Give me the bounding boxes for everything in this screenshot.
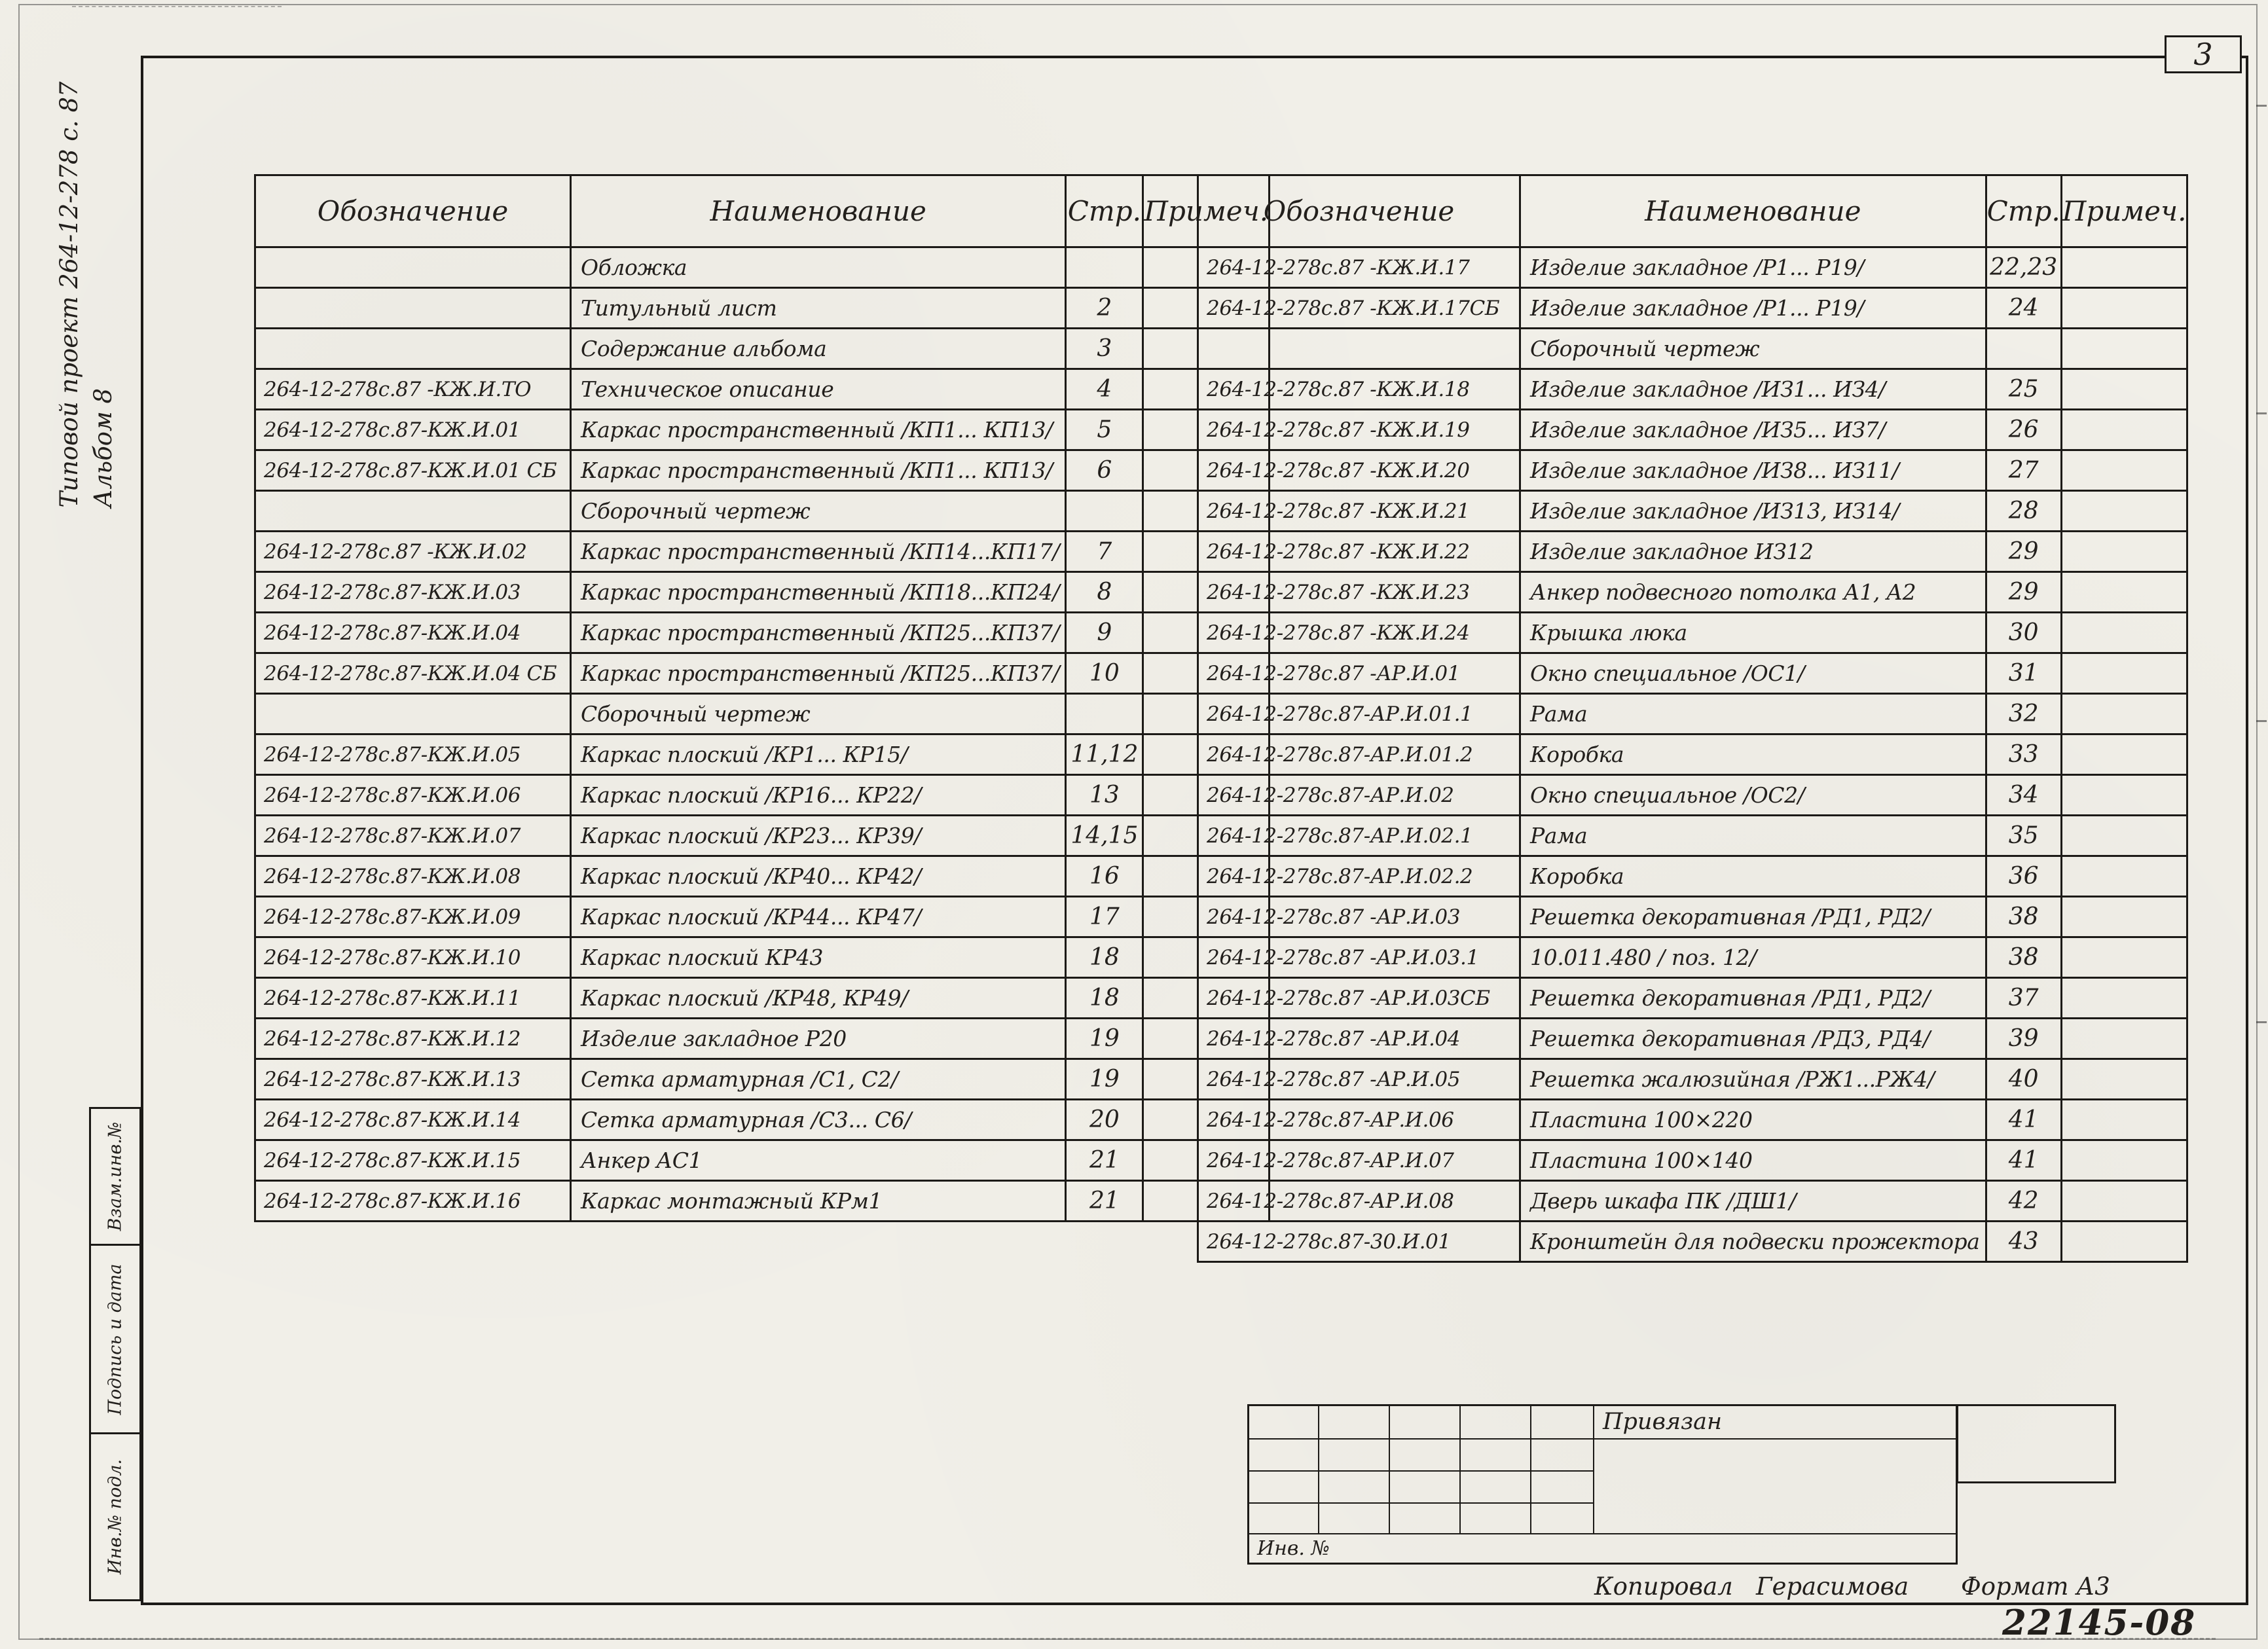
page-cell: 7 <box>1066 532 1143 572</box>
name-cell: Каркас плоский /КР48, КР49/ <box>571 978 1066 1019</box>
stamp-label-vzam-inv: Взам.инв.№ <box>105 1121 126 1231</box>
table-row <box>1198 1181 2187 1222</box>
note-cell <box>2061 1222 2187 1262</box>
table-row <box>255 410 1270 450</box>
table-row <box>1198 288 2187 329</box>
stamp-box-podpis-data <box>89 1244 141 1434</box>
note-cell <box>2061 613 2187 653</box>
page-cell: 21 <box>1066 1140 1143 1181</box>
scan-artifact <box>2256 412 2267 414</box>
stamp-box-vzam-inv <box>89 1107 141 1246</box>
name-cell: Изделие закладное /Р1... Р19/ <box>1520 247 1986 288</box>
table-body-left <box>255 247 1270 1222</box>
page-cell: 42 <box>1986 1181 2061 1222</box>
designation-cell <box>255 288 571 329</box>
designation-cell: 264-12-278с.87-АР.И.08 <box>1198 1181 1520 1222</box>
designation-cell: 264-12-278с.87 -КЖ.И.18 <box>1198 369 1520 410</box>
header-note: Примеч. <box>2061 175 2187 247</box>
page-cell: 40 <box>1986 1059 2061 1100</box>
page-cell: 5 <box>1066 410 1143 450</box>
name-cell: Изделие закладное /ИЗ1... ИЗ4/ <box>1520 369 1986 410</box>
designation-cell: 264-12-278с.87 -КЖ.И.17 <box>1198 247 1520 288</box>
name-cell: Пластина 100×220 <box>1520 1100 1986 1140</box>
name-cell: Окно специальное /ОС1/ <box>1520 653 1986 694</box>
stamp-label-podpis-data: Подпись и дата <box>105 1263 126 1415</box>
side-project-label <box>41 72 132 517</box>
title-block-line <box>1249 1470 1593 1472</box>
name-cell: Сетка арматурная /С1, С2/ <box>571 1059 1066 1100</box>
designation-cell: 264-12-278с.87-КЖ.И.07 <box>255 816 571 856</box>
table-row <box>1198 734 2187 775</box>
scan-artifact <box>2256 720 2267 722</box>
table-row <box>1198 491 2187 532</box>
designation-cell: 264-12-278с.87-КЖ.И.08 <box>255 856 571 897</box>
designation-cell: 264-12-278с.87-АР.И.02.2 <box>1198 856 1520 897</box>
designation-cell: 264-12-278с.87 -АР.И.01 <box>1198 653 1520 694</box>
name-cell: Коробка <box>1520 734 1986 775</box>
table-row <box>1198 410 2187 450</box>
designation-cell: 264-12-278с.87 -КЖ.И.20 <box>1198 450 1520 491</box>
page-cell: 18 <box>1066 937 1143 978</box>
header-page: Стр. <box>1986 175 2061 247</box>
name-cell: Каркас пространственный /КП18...КП24/ <box>571 572 1066 613</box>
designation-cell: 264-12-278с.87 -КЖ.И.02 <box>255 532 571 572</box>
designation-cell <box>255 491 571 532</box>
name-cell: Изделие закладное Р20 <box>571 1019 1066 1059</box>
document-number: 22145-08 <box>2002 1603 2197 1643</box>
note-cell <box>2061 897 2187 937</box>
designation-cell: 264-12-278с.87-30.И.01 <box>1198 1222 1520 1262</box>
name-cell: Анкер подвесного потолка А1, А2 <box>1520 572 1986 613</box>
designation-cell: 264-12-278с.87-КЖ.И.11 <box>255 978 571 1019</box>
designation-cell: 264-12-278с.87 -АР.И.03СБ <box>1198 978 1520 1019</box>
copied-by-label: Копировал Герасимова <box>1594 1572 1909 1601</box>
page-cell <box>1066 491 1143 532</box>
page-cell <box>1066 247 1143 288</box>
table-row <box>1198 613 2187 653</box>
page-cell: 27 <box>1986 450 2061 491</box>
page-cell: 31 <box>1986 653 2061 694</box>
title-block-line <box>1249 1533 1956 1534</box>
table-row <box>255 369 1270 410</box>
table-row <box>255 572 1270 613</box>
table-row <box>255 247 1270 288</box>
scan-artifact <box>72 6 282 7</box>
header-name: Наименование <box>571 175 1066 247</box>
designation-cell <box>255 694 571 734</box>
table-row <box>1198 775 2187 816</box>
name-cell: Каркас плоский /КР16... КР22/ <box>571 775 1066 816</box>
designation-cell: 264-12-278с.87 -КЖ.И.19 <box>1198 410 1520 450</box>
name-cell: Сетка арматурная /С3... С6/ <box>571 1100 1066 1140</box>
page-cell: 39 <box>1986 1019 2061 1059</box>
sheet-number-box <box>2165 35 2242 73</box>
page-cell: 8 <box>1066 572 1143 613</box>
table-row <box>255 1019 1270 1059</box>
table-row <box>1198 1222 2187 1262</box>
designation-cell: 264-12-278с.87-КЖ.И.05 <box>255 734 571 775</box>
table-header <box>1198 175 2187 247</box>
page-cell: 41 <box>1986 1100 2061 1140</box>
page-cell: 10 <box>1066 653 1143 694</box>
page-cell: 2 <box>1066 288 1143 329</box>
table-row <box>255 613 1270 653</box>
page-cell: 26 <box>1986 410 2061 450</box>
note-cell <box>2061 734 2187 775</box>
page-cell <box>1066 694 1143 734</box>
page-cell: 38 <box>1986 937 2061 978</box>
table-row <box>1198 450 2187 491</box>
designation-cell: 264-12-278с.87-АР.И.02.1 <box>1198 816 1520 856</box>
table-header-row <box>255 175 1270 247</box>
name-cell: Рама <box>1520 816 1986 856</box>
designation-cell: 264-12-278с.87 -КЖ.И.22 <box>1198 532 1520 572</box>
name-cell: Изделие закладное /ИЗ5... ИЗ7/ <box>1520 410 1986 450</box>
header-page: Стр. <box>1066 175 1143 247</box>
page-cell: 21 <box>1066 1181 1143 1222</box>
note-cell <box>2061 978 2187 1019</box>
note-cell <box>2061 1019 2187 1059</box>
name-cell: Пластина 100×140 <box>1520 1140 1986 1181</box>
page-cell: 30 <box>1986 613 2061 653</box>
table-row <box>1198 369 2187 410</box>
project-series-label: Типовой проект 264-12-278 с. 87 <box>55 81 84 508</box>
note-cell <box>2061 369 2187 410</box>
page-cell: 36 <box>1986 856 2061 897</box>
designation-cell: 264-12-278с.87-КЖ.И.01 СБ <box>255 450 571 491</box>
note-cell <box>2061 491 2187 532</box>
name-cell: Титульный лист <box>571 288 1066 329</box>
table-row <box>255 897 1270 937</box>
name-cell: Крышка люка <box>1520 613 1986 653</box>
name-cell: Решетка декоративная /РД3, РД4/ <box>1520 1019 1986 1059</box>
table-row <box>255 1140 1270 1181</box>
page-cell: 32 <box>1986 694 2061 734</box>
name-cell: Анкер АС1 <box>571 1140 1066 1181</box>
designation-cell: 264-12-278с.87-АР.И.01.1 <box>1198 694 1520 734</box>
note-cell <box>2061 532 2187 572</box>
designation-cell: 264-12-278с.87 -КЖ.И.23 <box>1198 572 1520 613</box>
page-cell: 17 <box>1066 897 1143 937</box>
table-row <box>1198 1100 2187 1140</box>
stamp-label-inv-podl: Инв.№ подл. <box>105 1459 126 1575</box>
name-cell: Изделие закладное /ИЗ8... ИЗ11/ <box>1520 450 1986 491</box>
header-name: Наименование <box>1520 175 1986 247</box>
name-cell: Изделие закладное ИЗ12 <box>1520 532 1986 572</box>
table-row <box>1198 856 2187 897</box>
title-block-line <box>1593 1406 1594 1533</box>
designation-cell: 264-12-278с.87 -КЖ.И.21 <box>1198 491 1520 532</box>
note-cell <box>2061 572 2187 613</box>
table-row <box>1198 653 2187 694</box>
table-row <box>1198 897 2187 937</box>
note-cell <box>2061 694 2187 734</box>
designation-cell: 264-12-278с.87-АР.И.06 <box>1198 1100 1520 1140</box>
name-cell: Каркас плоский /КР44... КР47/ <box>571 897 1066 937</box>
name-cell: Изделие закладное /ИЗ13, ИЗ14/ <box>1520 491 1986 532</box>
designation-cell: 264-12-278с.87 -АР.И.05 <box>1198 1059 1520 1100</box>
designation-cell: 264-12-278с.87-КЖ.И.10 <box>255 937 571 978</box>
note-cell <box>2061 247 2187 288</box>
table-row <box>255 532 1270 572</box>
page-cell: 11,12 <box>1066 734 1143 775</box>
table-header-row <box>1198 175 2187 247</box>
titleblock-note: Привязан <box>1603 1409 1723 1435</box>
page-cell: 34 <box>1986 775 2061 816</box>
note-cell <box>2061 1181 2187 1222</box>
header-designation: Обозначение <box>1198 175 1520 247</box>
table-row <box>1198 572 2187 613</box>
designation-cell: 264-12-278с.87-КЖ.И.06 <box>255 775 571 816</box>
table-row <box>255 734 1270 775</box>
name-cell: Дверь шкафа ПК /ДШ1/ <box>1520 1181 1986 1222</box>
name-cell: Техническое описание <box>571 369 1066 410</box>
note-cell <box>2061 410 2187 450</box>
table-row <box>1198 247 2187 288</box>
page-cell: 41 <box>1986 1140 2061 1181</box>
name-cell: Решетка декоративная /РД1, РД2/ <box>1520 897 1986 937</box>
table-row <box>255 937 1270 978</box>
page-cell: 14,15 <box>1066 816 1143 856</box>
page-cell: 19 <box>1066 1059 1143 1100</box>
designation-cell: 264-12-278с.87 -КЖ.И.ТО <box>255 369 571 410</box>
designation-cell: 264-12-278с.87-КЖ.И.13 <box>255 1059 571 1100</box>
name-cell: Каркас пространственный /КП1... КП13/ <box>571 450 1066 491</box>
table-row <box>1198 978 2187 1019</box>
designation-cell: 264-12-278с.87-КЖ.И.04 СБ <box>255 653 571 694</box>
name-cell: Каркас пространственный /КП1... КП13/ <box>571 410 1066 450</box>
name-cell: Коробка <box>1520 856 1986 897</box>
designation-cell: 264-12-278с.87-АР.И.07 <box>1198 1140 1520 1181</box>
designation-cell: 264-12-278с.87 -АР.И.04 <box>1198 1019 1520 1059</box>
title-block-line <box>1389 1406 1390 1533</box>
name-cell: Сборочный чертеж <box>571 491 1066 532</box>
stamp-box-inv-podl <box>89 1432 141 1601</box>
name-cell: Каркас плоский /КР23... КР39/ <box>571 816 1066 856</box>
table-row <box>255 653 1270 694</box>
note-cell <box>2061 816 2187 856</box>
table-row <box>1198 1059 2187 1100</box>
page-cell: 29 <box>1986 572 2061 613</box>
title-block-side-box <box>1956 1404 2116 1483</box>
page-cell: 35 <box>1986 816 2061 856</box>
note-cell <box>2061 856 2187 897</box>
designation-cell: 264-12-278с.87-КЖ.И.15 <box>255 1140 571 1181</box>
designation-cell: 264-12-278с.87 -АР.И.03.1 <box>1198 937 1520 978</box>
table-row <box>255 816 1270 856</box>
table-row <box>1198 1140 2187 1181</box>
name-cell: Решетка жалюзийная /РЖ1...РЖ4/ <box>1520 1059 1986 1100</box>
table-row <box>1198 816 2187 856</box>
designation-cell: 264-12-278с.87-АР.И.02 <box>1198 775 1520 816</box>
designation-cell: 264-12-278с.87-КЖ.И.14 <box>255 1100 571 1140</box>
table-row <box>255 329 1270 369</box>
name-cell: 10.011.480 / поз. 12/ <box>1520 937 1986 978</box>
name-cell: Каркас плоский КР43 <box>571 937 1066 978</box>
table-row <box>255 1181 1270 1222</box>
page-cell: 6 <box>1066 450 1143 491</box>
table-row <box>1198 1019 2187 1059</box>
note-cell <box>2061 288 2187 329</box>
designation-cell: 264-12-278с.87-КЖ.И.04 <box>255 613 571 653</box>
contents-table-right <box>1197 174 2188 1263</box>
table-header <box>255 175 1270 247</box>
name-cell: Каркас пространственный /КП25...КП37/ <box>571 653 1066 694</box>
table-row <box>255 491 1270 532</box>
page-cell: 22,23 <box>1986 247 2061 288</box>
title-block <box>1247 1404 1958 1565</box>
header-designation: Обозначение <box>255 175 571 247</box>
note-cell <box>2061 450 2187 491</box>
designation-cell: 264-12-278с.87 -КЖ.И.24 <box>1198 613 1520 653</box>
note-cell <box>2061 1100 2187 1140</box>
page-cell: 19 <box>1066 1019 1143 1059</box>
name-cell: Содержание альбома <box>571 329 1066 369</box>
designation-cell: 264-12-278с.87-КЖ.И.03 <box>255 572 571 613</box>
name-cell: Каркас плоский /КР40... КР42/ <box>571 856 1066 897</box>
title-block-line <box>1318 1406 1319 1533</box>
name-cell: Кронштейн для подвески прожектора <box>1520 1222 1986 1262</box>
table-row <box>255 288 1270 329</box>
page-cell: 20 <box>1066 1100 1143 1140</box>
sheet-number: 3 <box>2193 37 2213 72</box>
note-cell <box>2061 937 2187 978</box>
album-label: Альбом 8 <box>89 388 117 508</box>
page-cell: 33 <box>1986 734 2061 775</box>
table-row <box>255 1059 1270 1100</box>
page-cell: 16 <box>1066 856 1143 897</box>
name-cell: Окно специальное /ОС2/ <box>1520 775 1986 816</box>
designation-cell: 264-12-278с.87-КЖ.И.09 <box>255 897 571 937</box>
left-stamp-column <box>89 1109 141 1601</box>
note-cell <box>2061 775 2187 816</box>
page-cell: 24 <box>1986 288 2061 329</box>
table-row <box>255 694 1270 734</box>
designation-cell: 264-12-278с.87 -КЖ.И.17СБ <box>1198 288 1520 329</box>
name-cell: Сборочный чертеж <box>571 694 1066 734</box>
page-cell: 4 <box>1066 369 1143 410</box>
table-row <box>255 1100 1270 1140</box>
name-cell: Каркас плоский /КР1... КР15/ <box>571 734 1066 775</box>
page-cell: 13 <box>1066 775 1143 816</box>
page-cell: 43 <box>1986 1222 2061 1262</box>
table-row <box>1198 532 2187 572</box>
name-cell: Сборочный чертеж <box>1520 329 1986 369</box>
page-cell: 18 <box>1066 978 1143 1019</box>
header-note: Примеч. <box>1143 175 1270 247</box>
designation-cell: 264-12-278с.87 -АР.И.03 <box>1198 897 1520 937</box>
table-row <box>1198 937 2187 978</box>
designation-cell: 264-12-278с.87-КЖ.И.16 <box>255 1181 571 1222</box>
table-row <box>255 978 1270 1019</box>
page-cell: 37 <box>1986 978 2061 1019</box>
name-cell: Обложка <box>571 247 1066 288</box>
page-cell: 38 <box>1986 897 2061 937</box>
name-cell: Изделие закладное /Р1... Р19/ <box>1520 288 1986 329</box>
page-cell: 3 <box>1066 329 1143 369</box>
page-cell: 9 <box>1066 613 1143 653</box>
title-block-line <box>1459 1406 1461 1533</box>
name-cell: Рама <box>1520 694 1986 734</box>
contents-table-left <box>254 174 1270 1222</box>
table-row <box>1198 694 2187 734</box>
note-cell <box>2061 1140 2187 1181</box>
designation-cell <box>255 247 571 288</box>
page-cell: 29 <box>1986 532 2061 572</box>
scan-artifact <box>2256 105 2267 107</box>
page-cell <box>1986 329 2061 369</box>
name-cell: Каркас монтажный КРм1 <box>571 1181 1066 1222</box>
table-row <box>1198 329 2187 369</box>
title-block-line <box>1530 1406 1531 1533</box>
page-cell: 28 <box>1986 491 2061 532</box>
table-row <box>255 856 1270 897</box>
designation-cell: 264-12-278с.87-АР.И.01.2 <box>1198 734 1520 775</box>
title-block-line <box>1249 1502 1593 1504</box>
name-cell: Каркас пространственный /КП25...КП37/ <box>571 613 1066 653</box>
designation-cell <box>255 329 571 369</box>
titleblock-inv-label: Инв. № <box>1257 1537 1330 1560</box>
table-row <box>255 450 1270 491</box>
note-cell <box>2061 1059 2187 1100</box>
name-cell: Решетка декоративная /РД1, РД2/ <box>1520 978 1986 1019</box>
table-body-right <box>1198 247 2187 1262</box>
name-cell: Каркас пространственный /КП14...КП17/ <box>571 532 1066 572</box>
designation-cell: 264-12-278с.87-КЖ.И.12 <box>255 1019 571 1059</box>
page-cell: 25 <box>1986 369 2061 410</box>
designation-cell <box>1198 329 1520 369</box>
note-cell <box>2061 653 2187 694</box>
scan-artifact <box>2256 1021 2267 1023</box>
designation-cell: 264-12-278с.87-КЖ.И.01 <box>255 410 571 450</box>
table-row <box>255 775 1270 816</box>
scan-artifact <box>39 1638 2216 1640</box>
format-label: Формат А3 <box>1961 1572 2110 1601</box>
note-cell <box>2061 329 2187 369</box>
title-block-line <box>1249 1438 1956 1440</box>
